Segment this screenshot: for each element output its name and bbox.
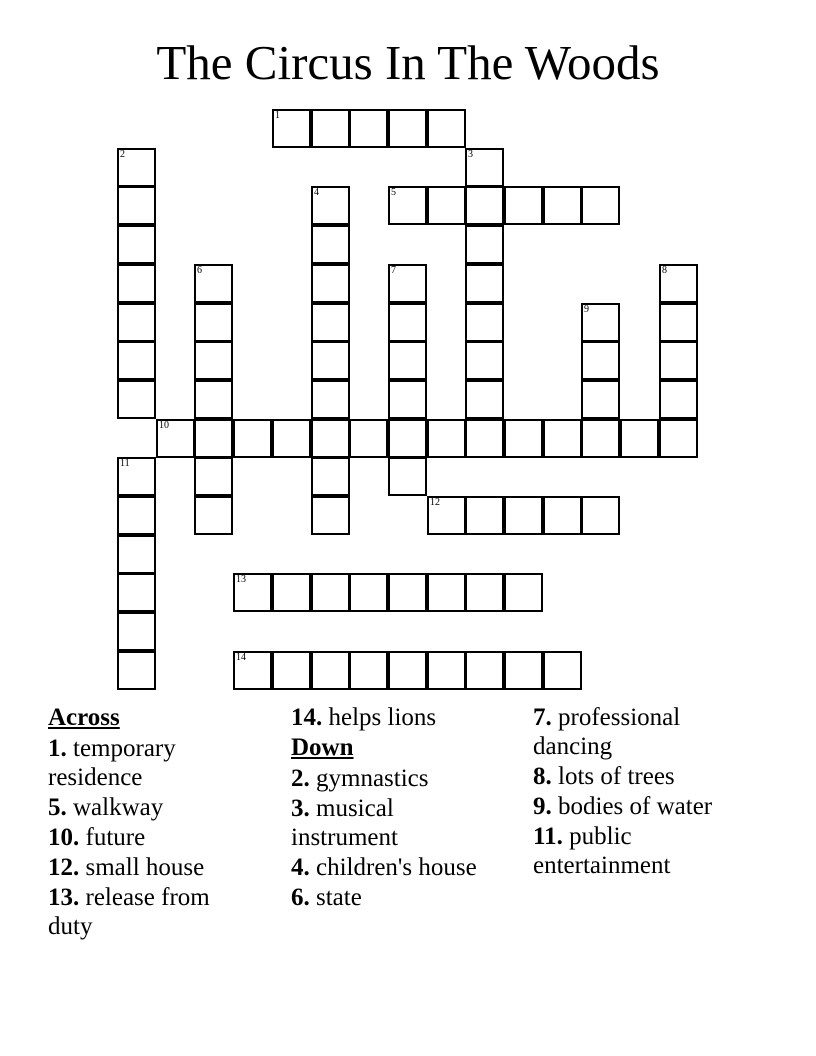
down-heading: Down [291,734,354,761]
grid-cell[interactable] [233,573,272,612]
grid-cell[interactable] [465,419,504,458]
grid-cell[interactable] [194,303,233,342]
clue-number: 6 [197,265,202,276]
grid-cell[interactable] [581,303,620,342]
grid-cell[interactable] [427,419,466,458]
grid-cell[interactable] [465,380,504,419]
clue-across-14: 14. helps lions [291,704,437,731]
grid-cell[interactable] [388,380,427,419]
grid-cell[interactable] [194,496,233,535]
grid-cell[interactable] [349,573,388,612]
grid-cell[interactable] [311,496,350,535]
clue-down-4: 4. children's house [291,854,477,881]
grid-cell[interactable] [427,573,466,612]
grid-cell[interactable] [117,186,156,225]
grid-cell[interactable] [117,535,156,574]
clue-down-8: 8. lots of trees [533,763,675,790]
grid-cell[interactable] [465,573,504,612]
grid-cell[interactable] [311,264,350,303]
grid-cell[interactable] [194,380,233,419]
clue-across-10: 10. future [48,824,146,851]
grid-cell[interactable] [581,341,620,380]
grid-cell[interactable] [581,186,620,225]
grid-cell[interactable] [311,419,350,458]
grid-cell[interactable] [388,651,427,690]
grid-cell[interactable] [465,303,504,342]
grid-cell[interactable] [311,303,350,342]
grid-cell[interactable] [349,109,388,148]
grid-cell[interactable] [504,651,543,690]
grid-cell[interactable] [659,264,698,303]
grid-cell[interactable] [117,612,156,651]
grid-cell[interactable] [272,573,311,612]
grid-cell[interactable] [465,651,504,690]
grid-cell[interactable] [659,419,698,458]
grid-cell[interactable] [504,496,543,535]
clue-across-5: 5. walkway [48,794,164,821]
grid-cell[interactable] [504,186,543,225]
grid-cell[interactable] [233,651,272,690]
clue-number: 9 [584,304,589,315]
grid-cell[interactable] [117,341,156,380]
grid-cell[interactable] [117,573,156,612]
clue-number: 14 [236,652,246,663]
clue-across-1: 1. temporary residence [48,735,176,791]
clue-down-3: 3. musical instrument [291,795,398,851]
clue-number: 1 [275,110,280,121]
grid-cell[interactable] [233,419,272,458]
grid-cell[interactable] [427,186,466,225]
grid-cell[interactable] [465,264,504,303]
grid-cell[interactable] [465,341,504,380]
grid-cell[interactable] [581,496,620,535]
grid-cell[interactable] [311,186,350,225]
grid-cell[interactable] [427,651,466,690]
grid-cell[interactable] [311,457,350,496]
grid-cell[interactable] [543,186,582,225]
clue-number: 12 [430,497,440,508]
grid-cell[interactable] [156,419,195,458]
clues-column-3 [533,703,733,881]
across-heading: Across [48,704,120,731]
grid-cell[interactable] [117,148,156,187]
grid-cell[interactable] [504,419,543,458]
grid-cell[interactable] [311,109,350,148]
grid-cell[interactable] [620,419,659,458]
grid-cell[interactable] [388,341,427,380]
grid-cell[interactable] [388,573,427,612]
clue-down-2: 2. gymnastics [291,765,429,792]
grid-cell[interactable] [543,651,582,690]
grid-cell[interactable] [349,651,388,690]
grid-cell[interactable] [349,419,388,458]
clue-number: 2 [120,149,125,160]
puzzle-title: The Circus In The Woods [156,35,660,90]
grid-cell[interactable] [427,109,466,148]
grid-cell[interactable] [311,380,350,419]
grid-cell[interactable] [117,651,156,690]
grid-cell[interactable] [543,496,582,535]
grid-cell[interactable] [272,419,311,458]
clue-down-9: 9. bodies of water [533,793,713,820]
grid-cell[interactable] [659,341,698,380]
clue-down-11: 11. public entertainment [533,823,671,879]
grid-cell[interactable] [659,303,698,342]
grid-cell[interactable] [117,380,156,419]
clue-down-6: 6. state [291,884,362,911]
grid-cell[interactable] [194,419,233,458]
grid-cell[interactable] [272,651,311,690]
clues-column-1 [48,703,248,942]
grid-cell[interactable] [581,380,620,419]
grid-cell[interactable] [388,264,427,303]
clues-column-2 [291,703,496,913]
grid-cell[interactable] [311,341,350,380]
grid-cell[interactable] [465,186,504,225]
grid-cell[interactable] [504,573,543,612]
grid-cell[interactable] [311,651,350,690]
grid-cell[interactable] [388,186,427,225]
clue-number: 5 [391,187,396,198]
clue-number: 11 [120,458,130,469]
clue-number: 7 [391,265,396,276]
grid-cell[interactable] [117,264,156,303]
grid-cell[interactable] [465,148,504,187]
grid-cell[interactable] [427,496,466,535]
clue-number: 13 [236,574,246,585]
grid-cell[interactable] [117,457,156,496]
grid-cell[interactable] [465,496,504,535]
grid-cell[interactable] [388,303,427,342]
grid-cell[interactable] [659,380,698,419]
grid-cell[interactable] [272,109,311,148]
grid-cell[interactable] [194,341,233,380]
clue-across-12: 12. small house [48,854,205,881]
clue-number: 8 [662,265,667,276]
clue-across-13: 13. release from duty [48,884,210,940]
grid-cell[interactable] [194,457,233,496]
grid-cell[interactable] [388,419,427,458]
clue-down-7: 7. professional dancing [533,704,681,760]
grid-cell[interactable] [465,225,504,264]
grid-cell[interactable] [388,457,427,496]
grid-cell[interactable] [117,496,156,535]
grid-cell[interactable] [388,109,427,148]
grid-cell[interactable] [117,225,156,264]
clue-number: 4 [314,187,319,198]
clue-number: 3 [468,149,473,160]
grid-cell[interactable] [581,419,620,458]
grid-cell[interactable] [311,225,350,264]
clue-number: 10 [159,420,169,431]
grid-cell[interactable] [311,573,350,612]
grid-cell[interactable] [117,303,156,342]
grid-cell[interactable] [194,264,233,303]
grid-cell[interactable] [543,419,582,458]
